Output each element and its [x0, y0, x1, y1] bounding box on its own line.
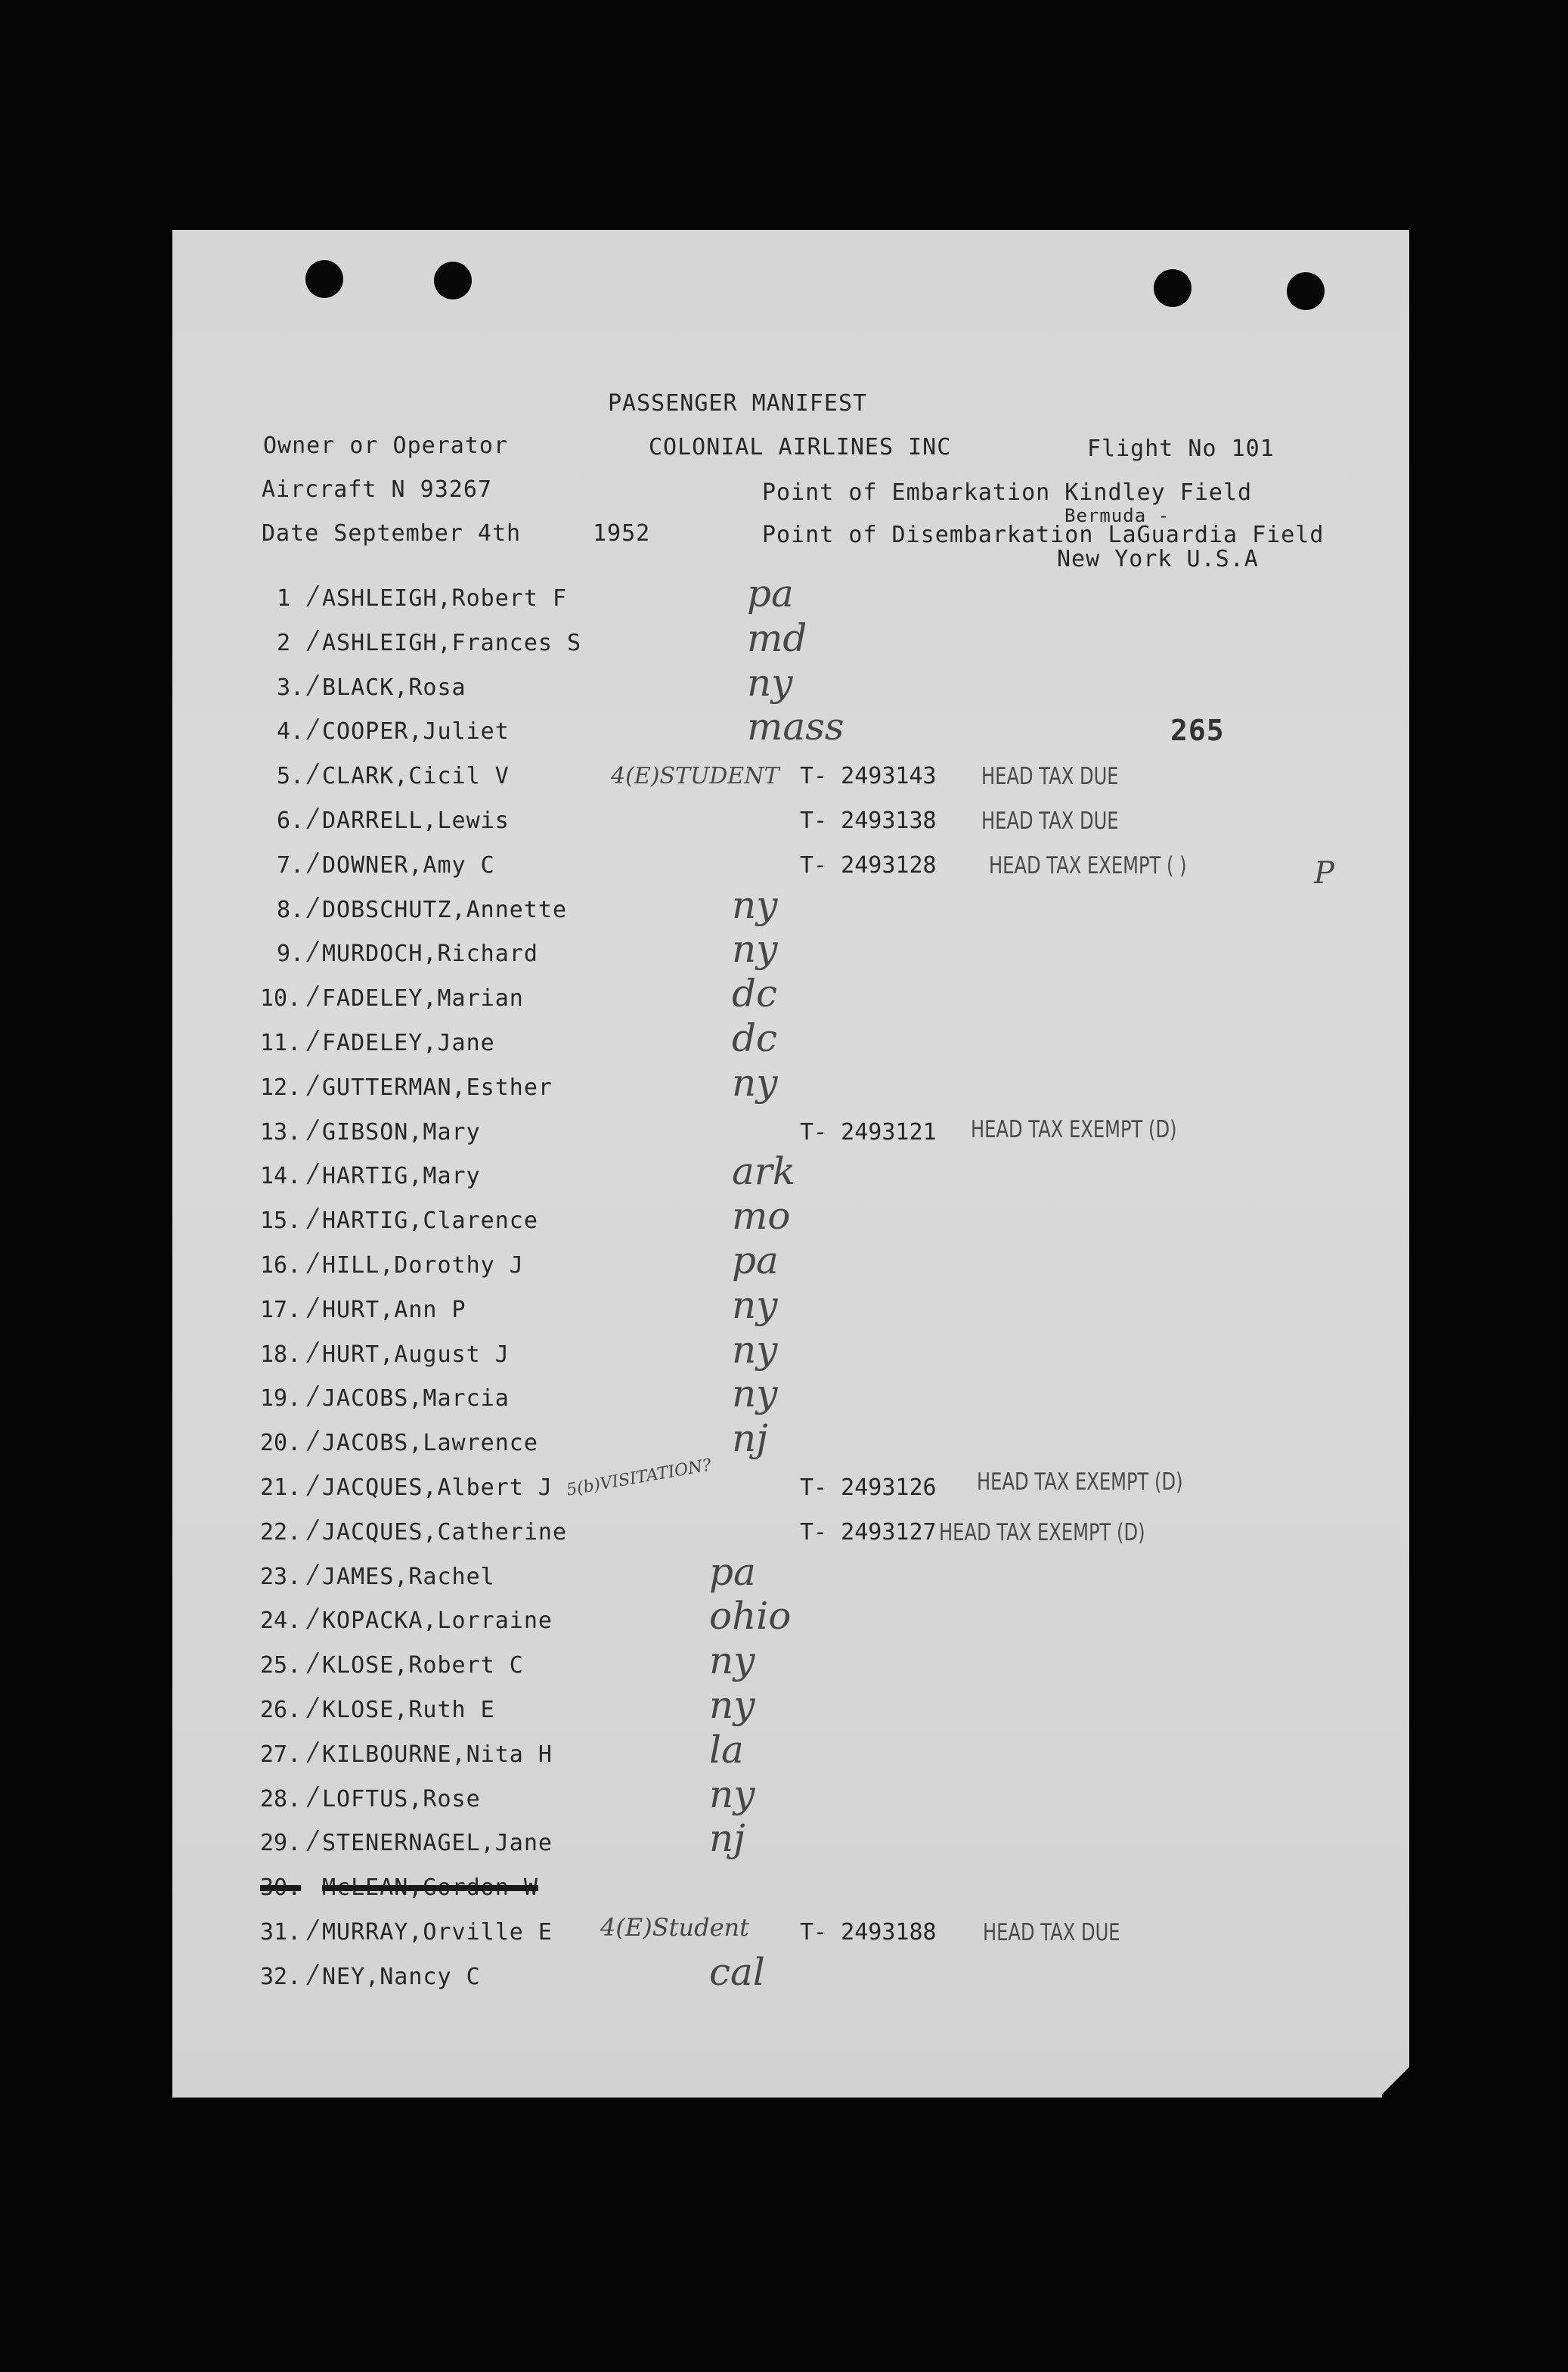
manifest-date: Date September 4th [262, 520, 522, 547]
head-tax-stamp: HEAD TAX EXEMPT (D) [977, 1468, 1183, 1496]
ticket-number: T- 2493126 [800, 1474, 937, 1501]
check-mark: ∕ [308, 1381, 318, 1412]
passenger-name: McLEAN,Gordon W [322, 1874, 538, 1902]
passenger-row [172, 1327, 1409, 1385]
passenger-row [172, 972, 1409, 1029]
passenger-row [172, 1282, 1409, 1341]
handwritten-note: mo [732, 1194, 791, 1239]
passenger-name: KLOSE,Ruth E [322, 1697, 495, 1723]
head-tax-stamp: HEAD TAX DUE [981, 763, 1119, 791]
passenger-row [172, 705, 1409, 762]
passenger-row [172, 1816, 1409, 1874]
check-mark: ∕ [308, 1736, 318, 1767]
passenger-number: 11. [260, 1030, 302, 1056]
check-mark: ∕ [308, 1203, 318, 1234]
passenger-row [172, 1949, 1409, 2008]
passenger-row [172, 1683, 1409, 1741]
check-mark: ∕ [308, 1336, 318, 1367]
check-mark: ∕ [308, 1915, 318, 1945]
check-mark: ∕ [308, 936, 318, 967]
handwritten-note: dc [732, 972, 778, 1016]
passenger-name: DARRELL,Lewis [322, 808, 510, 834]
check-mark: ∕ [308, 1648, 318, 1679]
passenger-name: DOBSCHUTZ,Annette [322, 896, 568, 923]
passenger-number: 17. [260, 1296, 302, 1323]
manifest-sheet [172, 230, 1409, 2098]
handwritten-note: ny [709, 1772, 755, 1816]
passenger-row [172, 1016, 1409, 1074]
handwritten-note: ny [732, 1372, 778, 1416]
embarkation-point: Point of Embarkation Kindley Field [762, 479, 1253, 506]
ticket-number: T- 2493143 [800, 763, 937, 790]
ticket-number: T- 2493138 [800, 808, 937, 834]
passenger-number: 25. [260, 1652, 302, 1679]
handwritten-note: ny [732, 1327, 778, 1372]
passenger-name: GUTTERMAN,Esther [322, 1074, 553, 1101]
check-mark: ∕ [308, 1470, 318, 1500]
passenger-row [172, 1060, 1409, 1118]
passenger-number: 19. [260, 1385, 302, 1412]
handwritten-note: ny [732, 1282, 778, 1327]
handwritten-note: 5(b)VISITATION? [565, 1456, 713, 1500]
passenger-number: 5. [277, 763, 305, 790]
embarkation-sub: Bermuda - [1064, 505, 1170, 526]
handwritten-note: md [747, 615, 807, 660]
passenger-name: FADELEY,Jane [322, 1030, 495, 1056]
handwritten-note: ny [732, 1060, 778, 1105]
passenger-row [172, 1727, 1409, 1785]
passenger-number: 16. [260, 1252, 302, 1279]
punch-hole [305, 260, 343, 298]
check-mark: ∕ [308, 1158, 318, 1189]
passenger-row [172, 1772, 1409, 1830]
page-number: 265 [1170, 714, 1225, 747]
check-mark: ∕ [308, 1025, 318, 1056]
passenger-name: HARTIG,Mary [322, 1163, 481, 1190]
handwritten-note: nj [732, 1416, 768, 1461]
passenger-row [172, 1514, 1409, 1563]
manifest-title: PASSENGER MANIFEST [608, 390, 868, 417]
passenger-row [172, 882, 1409, 941]
aircraft-number: Aircraft N 93267 [262, 476, 492, 503]
passenger-number: 22. [260, 1518, 302, 1546]
disembarkation-sub: New York U.S.A [1057, 546, 1259, 572]
check-mark: ∕ [308, 1291, 318, 1322]
passenger-number: 10. [260, 985, 302, 1012]
passenger-row [172, 803, 1409, 851]
passenger-number: 1 [277, 585, 291, 612]
handwritten-note: 4(E)STUDENT [611, 763, 779, 790]
ticket-number: T- 2493188 [800, 1919, 937, 1946]
head-tax-stamp: HEAD TAX EXEMPT (D) [939, 1518, 1145, 1546]
passenger-number: 24. [260, 1608, 302, 1635]
passenger-name: JACOBS,Lawrence [322, 1430, 538, 1457]
ticket-number: T- 2493121 [800, 1118, 937, 1146]
passenger-number: 12. [260, 1074, 302, 1101]
passenger-row [172, 1874, 1409, 1918]
passenger-number: 20. [260, 1430, 302, 1457]
flight-number: Flight No 101 [1087, 436, 1275, 462]
passenger-number: 4. [277, 718, 305, 746]
check-mark: ∕ [308, 891, 318, 922]
check-mark: ∕ [308, 981, 318, 1012]
handwritten-note: ny [747, 660, 793, 705]
handwritten-note: ohio [709, 1594, 792, 1639]
passenger-name: GIBSON,Mary [322, 1118, 481, 1146]
check-mark: ∕ [308, 669, 318, 700]
handwritten-note: pa [709, 1549, 756, 1594]
passenger-row [172, 1639, 1409, 1696]
passenger-number: 21. [260, 1474, 302, 1501]
check-mark: ∕ [308, 803, 318, 833]
passenger-name: MURRAY,Orville E [322, 1919, 553, 1946]
check-mark: ∕ [308, 1514, 318, 1545]
passenger-row [172, 1372, 1409, 1429]
owner-value: COLONIAL AIRLINES INC [649, 434, 952, 460]
passenger-number: 15. [260, 1208, 302, 1235]
disembarkation-point: Point of Disembarkation LaGuardia Field [762, 522, 1325, 548]
handwritten-note: ark [732, 1149, 796, 1194]
passenger-name: HURT,August J [322, 1341, 510, 1368]
passenger-row [172, 1456, 1409, 1518]
check-mark: ∕ [308, 625, 318, 656]
handwritten-note: la [709, 1727, 744, 1772]
passenger-row [172, 1594, 1409, 1651]
passenger-number: 2 [277, 629, 291, 656]
passenger-number: 18. [260, 1341, 302, 1368]
passenger-row [172, 1149, 1409, 1207]
handwritten-note: ny [709, 1683, 755, 1727]
check-mark: ∕ [308, 1603, 318, 1634]
passenger-name: FADELEY,Marian [322, 985, 524, 1012]
passenger-row [172, 1913, 1409, 1963]
passenger-row [172, 758, 1409, 807]
passenger-number: 32. [260, 1963, 302, 1990]
handwritten-note: ny [732, 927, 778, 972]
passenger-name: HURT,Ann P [322, 1296, 466, 1323]
passenger-number: 28. [260, 1785, 302, 1812]
ticket-number: T- 2493127 [800, 1518, 937, 1546]
passenger-name: KLOSE,Robert C [322, 1652, 524, 1679]
passenger-number: 29. [260, 1830, 302, 1857]
passenger-number: 6. [277, 808, 305, 834]
passenger-name: JACOBS,Marcia [322, 1385, 510, 1412]
passenger-number: 14. [260, 1163, 302, 1190]
check-mark: ∕ [308, 1825, 318, 1856]
passenger-name: STENERNAGEL,Jane [322, 1830, 553, 1857]
passenger-row [172, 927, 1409, 984]
passenger-number: 7. [277, 851, 305, 879]
passenger-number: 27. [260, 1741, 302, 1768]
passenger-name: MURDOCH,Richard [322, 941, 538, 968]
handwritten-note: ny [732, 882, 778, 927]
passenger-number: 31. [260, 1919, 302, 1946]
passenger-name: HILL,Dorothy J [322, 1252, 524, 1279]
handwritten-note: ny [709, 1639, 755, 1683]
punch-hole [434, 262, 472, 299]
passenger-row [172, 1194, 1409, 1251]
passenger-name: JACQUES,Albert J [322, 1474, 553, 1501]
handwritten-note: mass [747, 705, 844, 749]
passenger-name: BLACK,Rosa [322, 674, 466, 701]
passenger-name: CLARK,Cicil V [322, 763, 510, 790]
handwritten-note: nj [709, 1816, 745, 1861]
check-mark: ∕ [308, 1069, 318, 1100]
handwritten-note: cal [709, 1949, 765, 1994]
punch-hole [1287, 272, 1325, 310]
handwritten-note: 4(E)Student [600, 1913, 749, 1942]
passenger-name: JAMES,Rachel [322, 1563, 495, 1590]
check-mark: ∕ [308, 581, 318, 611]
check-mark: ∕ [308, 1958, 318, 1989]
passenger-number: 9. [277, 941, 305, 968]
passenger-number: 3. [277, 674, 305, 701]
check-mark: ∕ [308, 1558, 318, 1589]
passenger-name: JACQUES,Catherine [322, 1518, 568, 1546]
manifest-year: 1952 [593, 520, 651, 547]
head-tax-stamp: HEAD TAX EXEMPT ( ) [989, 851, 1187, 879]
head-tax-stamp: HEAD TAX DUE [981, 808, 1119, 835]
passenger-number: 8. [277, 896, 305, 923]
owner-label: Owner or Operator [263, 433, 509, 459]
passenger-row [172, 1416, 1409, 1474]
ticket-number: T- 2493128 [800, 851, 937, 879]
check-mark: ∕ [308, 758, 318, 789]
passenger-name: KOPACKA,Lorraine [322, 1608, 553, 1635]
passenger-name: ASHLEIGH,Frances S [322, 629, 582, 656]
passenger-number: 23. [260, 1563, 302, 1590]
margin-mark: P [1314, 856, 1334, 891]
check-mark: ∕ [308, 714, 318, 745]
check-mark: ∕ [308, 1425, 318, 1456]
passenger-row [172, 847, 1409, 896]
passenger-row [172, 1239, 1409, 1296]
check-mark: ∕ [308, 1114, 318, 1145]
handwritten-note: dc [732, 1016, 778, 1060]
check-mark: ∕ [308, 1781, 318, 1812]
passenger-name: KILBOURNE,Nita H [322, 1741, 553, 1768]
head-tax-stamp: HEAD TAX DUE [983, 1919, 1120, 1946]
passenger-name: ASHLEIGH,Robert F [322, 585, 568, 612]
passenger-name: LOFTUS,Rose [322, 1785, 481, 1812]
passenger-name: COOPER,Juliet [322, 718, 510, 746]
check-mark: ∕ [308, 1692, 318, 1722]
passenger-name: HARTIG,Clarence [322, 1208, 538, 1235]
passenger-number: 26. [260, 1697, 302, 1723]
punch-hole [1154, 269, 1191, 307]
handwritten-note: pa [747, 572, 794, 615]
handwritten-note: pa [732, 1239, 779, 1282]
passenger-number: 30. [260, 1874, 302, 1902]
check-mark: ∕ [308, 1248, 318, 1278]
passenger-name: DOWNER,Amy C [322, 851, 495, 879]
head-tax-stamp: HEAD TAX EXEMPT (D) [971, 1115, 1177, 1143]
passenger-name: NEY,Nancy C [322, 1963, 481, 1990]
passenger-number: 13. [260, 1118, 302, 1146]
check-mark: ∕ [308, 847, 318, 878]
